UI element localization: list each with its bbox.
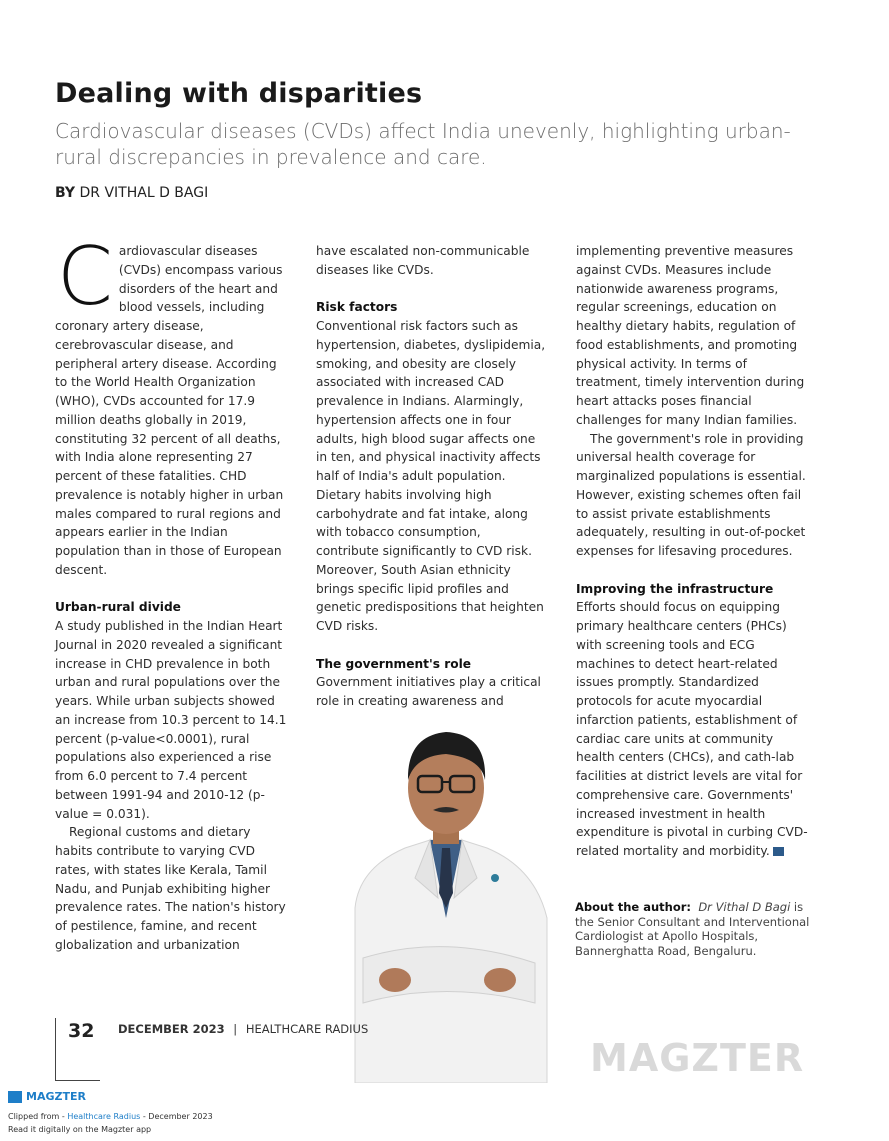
author-label: About the author:	[575, 900, 692, 914]
paragraph-coverage: The government's role in providing universal health coverage for marginalized populations is essential. However, existing schemes often fail to assist private establishments adequately, resulting in out-of-pocket expenses for lifesaving procedures.	[576, 431, 806, 558]
heading-urban-rural: Urban-rural divide	[55, 600, 181, 615]
paragraph-risk: Conventional risk factors such as hypertension, diabetes, dyslipidemia, smoking, and obesity are closely associated with increased CAD prevalence in Indians. Alarmingly, hypertension affects one in four adults, high blood sugar affects one in ten, and physical inactivity affects half of India's adult population. Dietary habits involving high carbohydrate and fat intake, along with tobacco consumption, contribute significantly to CVD risk. Moreover, South Asian ethnicity brings specific lipid profiles and genetic predispositions that heighten CVD risks.	[316, 319, 546, 633]
clipped-suffix: - December 2023	[140, 1112, 213, 1121]
author-note	[575, 900, 820, 958]
article-title: Dealing with disparities	[55, 78, 423, 109]
author-description: is the Senior Consultant and Interventional Cardiologist at Apollo Hospitals, Bannerghatta Road, Bengaluru.	[575, 900, 810, 958]
author-photo	[335, 718, 557, 1083]
paragraph-continued: have escalated non-communicable diseases like CVDs.	[316, 244, 530, 277]
column-3	[576, 242, 812, 861]
heading-infrastructure: Improving the infrastructure	[576, 581, 774, 596]
clipped-prefix: Clipped from -	[8, 1112, 68, 1121]
column-1	[55, 230, 287, 955]
footer-issue	[118, 1022, 368, 1036]
author-name: Dr Vithal D Bagi	[698, 900, 791, 914]
clipped-source-link[interactable]: Healthcare Radius	[67, 1112, 141, 1121]
end-mark-icon	[773, 847, 784, 856]
page-number: 32	[68, 1020, 95, 1042]
magzter-watermark: MAGZTER	[590, 1036, 805, 1080]
paragraph-government: Government initiatives play a critical role in creating awareness and	[316, 675, 541, 708]
heading-government-role: The government's role	[316, 656, 472, 671]
magzter-logo-text: MAGZTER	[26, 1090, 86, 1103]
column-2	[316, 242, 546, 711]
clipped-from-line	[8, 1112, 213, 1121]
paragraph-infrastructure	[576, 598, 812, 861]
issue-date: DECEMBER 2023	[118, 1022, 225, 1036]
magzter-logo-icon	[8, 1091, 22, 1103]
article-subtitle: Cardiovascular diseases (CVDs) affect India unevenly, highlighting urban-rural discrepancies in prevalence and care.	[55, 119, 791, 169]
byline-author: DR VITHAL D BAGI	[79, 185, 209, 201]
paragraph-measures: implementing preventive measures against CVDs. Measures include nationwide awareness programs, regular screenings, education on healthy dietary habits, regulation of food establishments, and promoting physical activity. In terms of treatment, timely intervention during heart attacks poses financial challenges for many Indian families.	[576, 244, 805, 427]
infrastructure-text: Efforts should focus on equipping primary healthcare centers (PHCs) with screening tools and ECG machines to detect heart-related issues promptly. Standardized protocols for acute myocardial infarction patients, establishment of cardiac care units at community health centers (CHCs), and cath-lab facilities at district levels are vital for comprehensive care. Governments' increased investment in health expenditure is pivotal in curbing CVD-related mortality and morbidity.	[576, 600, 808, 858]
page-number-box	[55, 1018, 100, 1081]
magazine-name: HEALTHCARE RADIUS	[245, 1022, 369, 1036]
byline	[55, 185, 208, 201]
paragraph-regional: Regional customs and dietary habits contribute to varying CVD rates, with states like Kerala, Tamil Nadu, and Punjab exhibiting higher prevalence rates. The nation's history of pestilence, famine, and recent globalization and urbanization	[55, 825, 286, 952]
read-digitally-line: Read it digitally on the Magzter app	[8, 1125, 152, 1134]
heading-risk-factors: Risk factors	[316, 300, 398, 315]
paragraph-study: A study published in the Indian Heart Journal in 2020 revealed a significant increase in CHD prevalence in both urban and rural populations over the years. While urban subjects showed an increase from 10.3 percent to 14.1 percent (p-value<0.0001), rural populations also experienced a rise from 6.0 percent to 7.4 percent between 1991-94 and 2010-12 (p-value = 0.031).	[55, 619, 287, 821]
footer-separator: |	[233, 1022, 238, 1036]
paragraph-intro: ardiovascular diseases (CVDs) encompass various disorders of the heart and blood vessels, including coronary artery disease, cerebrovascular disease, and peripheral artery disease. According to the World Health Organization (WHO), CVDs accounted for 17.9 million deaths globally in 2019, constituting 32 percent of all deaths, with India alone representing 27 percent of these fatalities. CHD prevalence is notably higher in urban males compared to rural regions and appears earlier in the Indian population than in those of European descent.	[55, 244, 284, 577]
drop-cap: C	[57, 230, 113, 323]
magzter-logo[interactable]	[8, 1090, 86, 1103]
byline-prefix: BY	[55, 185, 76, 201]
